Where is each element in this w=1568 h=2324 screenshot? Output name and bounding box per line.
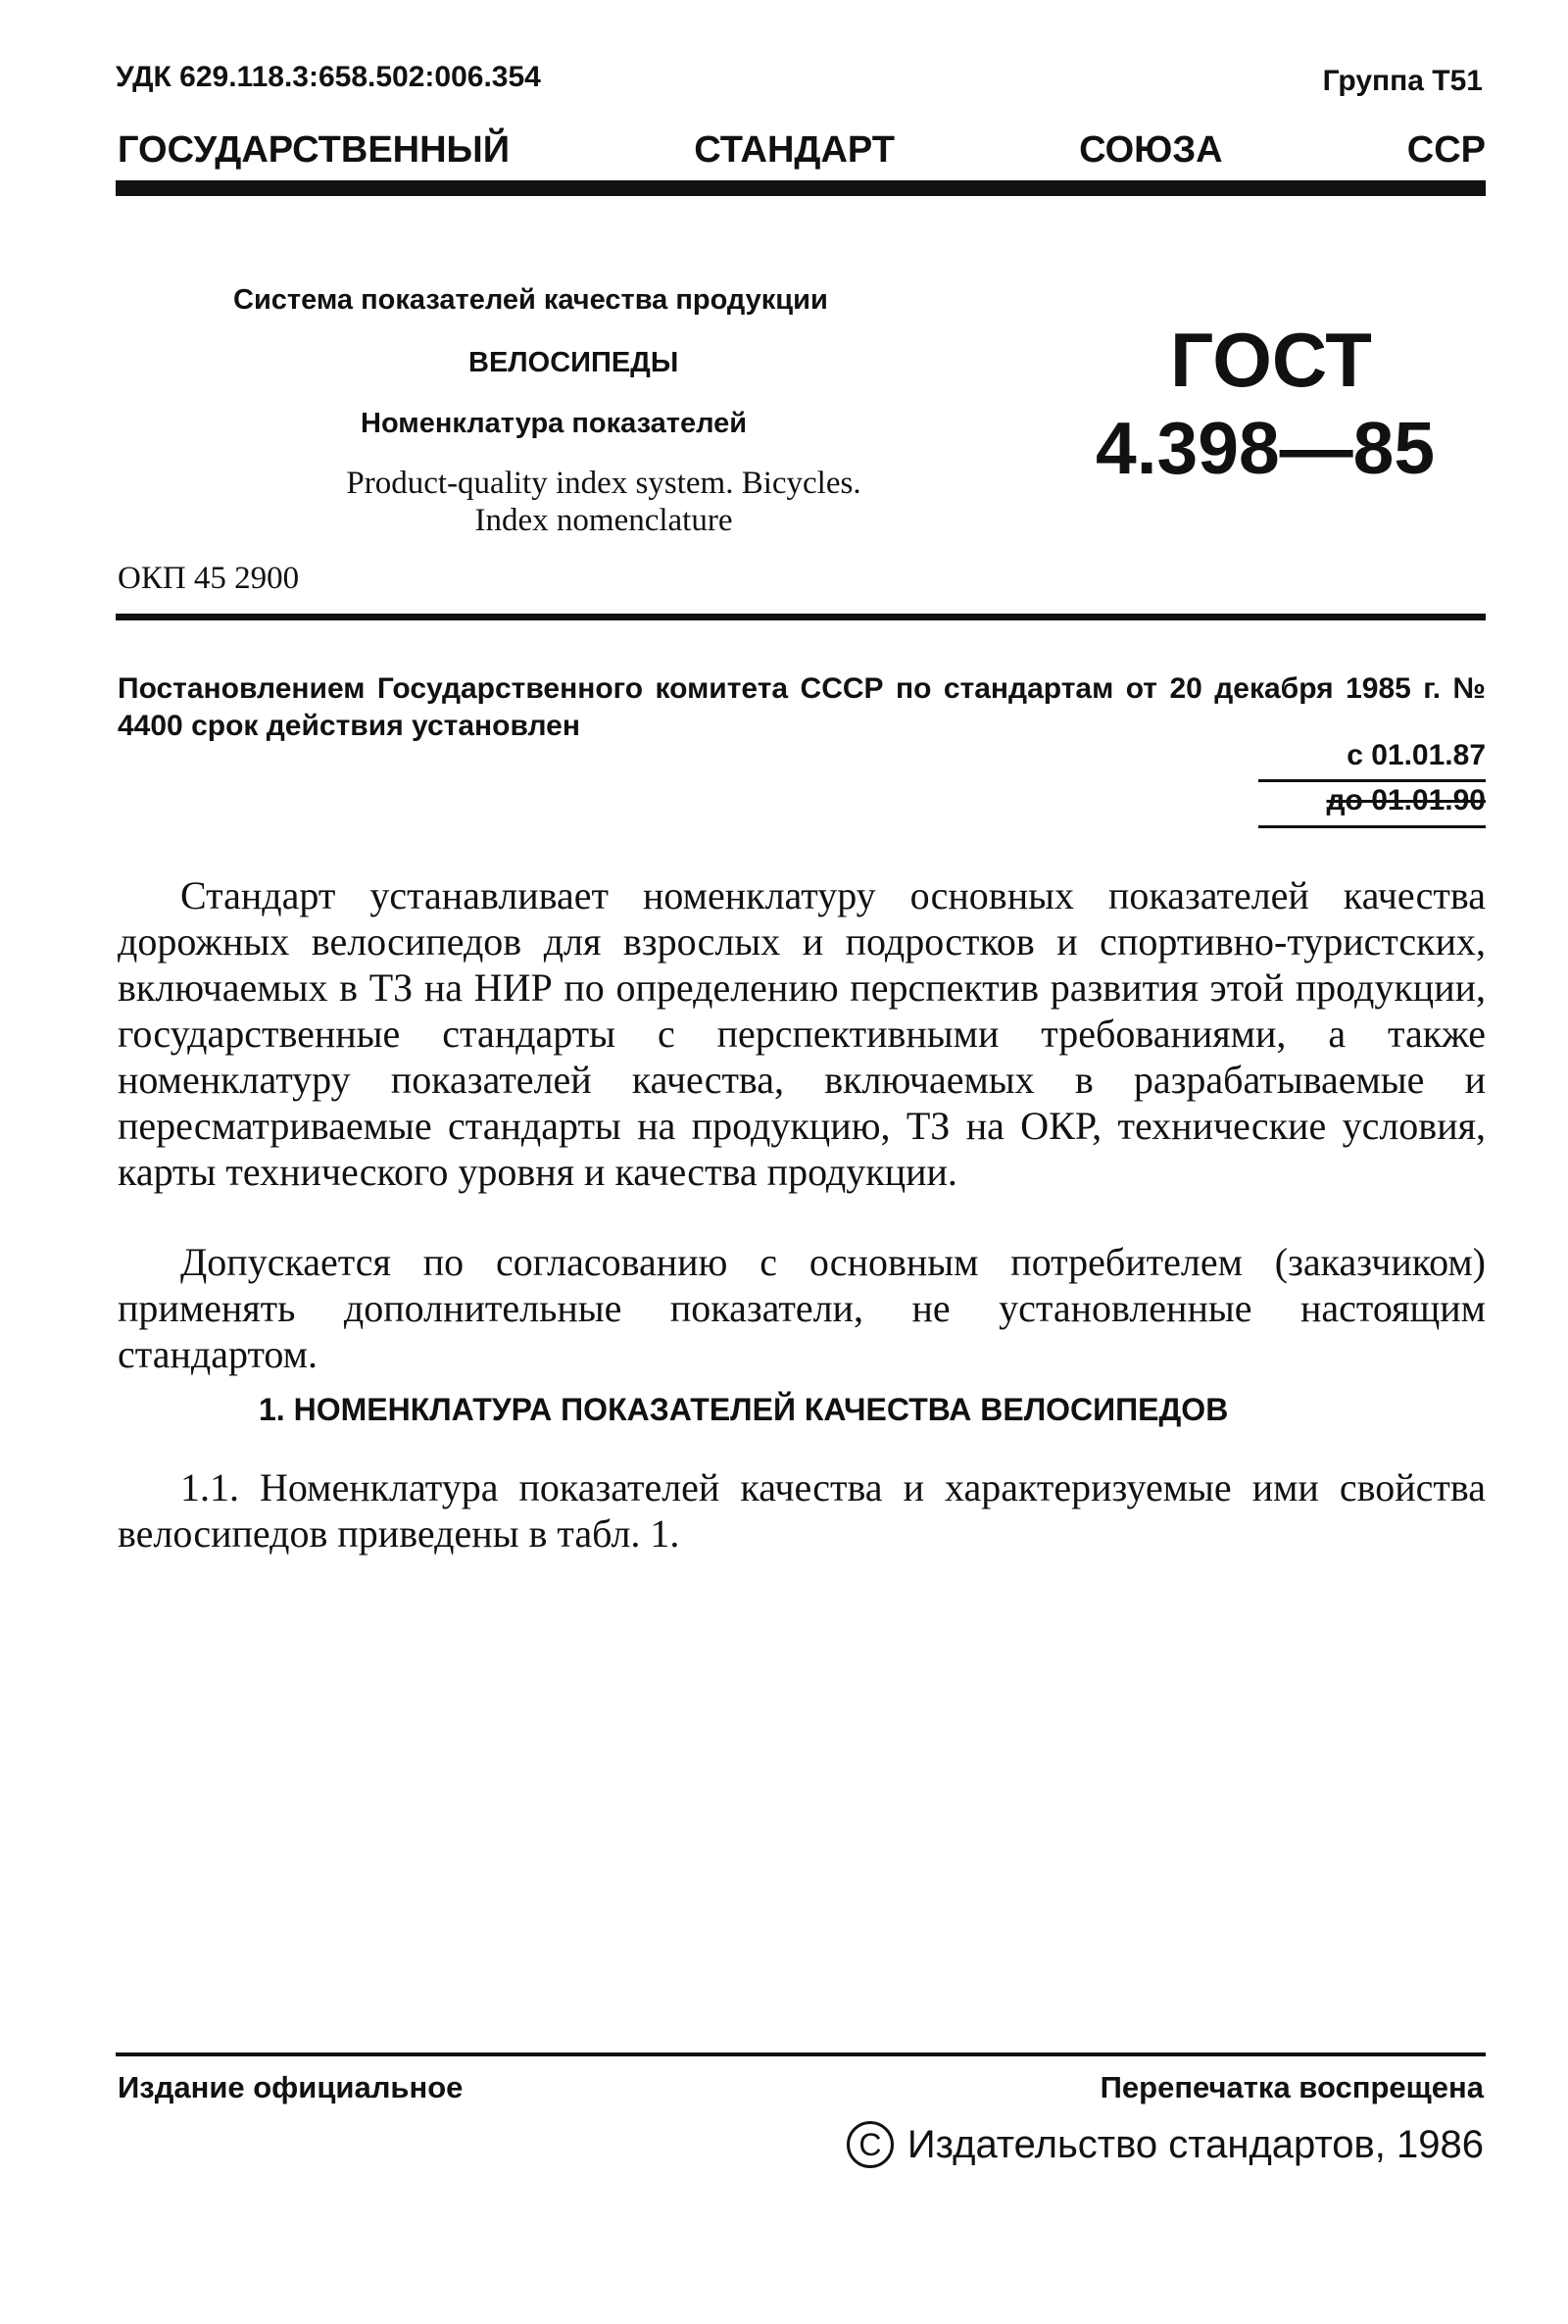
validity-date-to-struck: до 01.01.90 (1326, 784, 1486, 816)
clause-1-1: 1.1. Номенклатура показателей качества и характеризуемые ими свойства велосипедов приведены в табл. 1. (118, 1465, 1486, 1556)
product-title: ВЕЛОСИПЕДЫ (468, 347, 679, 378)
english-title-line-2: Index nomenclature (474, 503, 733, 538)
nomenclature-title: Номенклатура показателей (361, 408, 748, 439)
intro-paragraph-1: Стандарт устанавливает номенклатуру основных показателей качества дорожных велосипедов для взрослых и подростков и спортивно-туристских, включаемых в ТЗ на НИР по определению перспектив развития этой продукции, государственные стандарты с перспективными требованиями, а также номенклатуру показателей качества, включаемых в разрабатываемые и пересматриваемые стандарты на продукцию, ТЗ на ОКР, технические условия, карты технического уровня и качества продукции. (118, 873, 1486, 1194)
group-code: Группа Т51 (1322, 65, 1483, 97)
date-separator-line (1258, 779, 1486, 782)
copyright-text: Издательство стандартов, 1986 (906, 2122, 1484, 2166)
gost-number: 4.398—85 (1096, 407, 1436, 489)
banner-word-2: СТАНДАРТ (694, 129, 895, 171)
copyright-icon: C (847, 2121, 894, 2168)
banner-word-3: СОЮЗА (1079, 129, 1223, 171)
date-underline (1258, 825, 1486, 828)
official-edition-label: Издание официальное (118, 2070, 464, 2104)
udk-code: УДК 629.118.3:658.502:006.354 (116, 61, 541, 93)
state-standard-banner (118, 129, 1486, 172)
intro-paragraph-2: Допускается по согласованию с основным потребителем (заказчиком) применять дополнительные показатели, не установленные настоящим стандартом. (118, 1240, 1486, 1376)
banner-word-4: ССР (1406, 129, 1486, 171)
decree-text: Постановлением Государственного комитета СССР по стандартам от 20 декабря 1985 г. № 4400 срок действия установлен (118, 672, 1486, 742)
system-title: Система показателей качества продукции (233, 284, 828, 316)
middle-rule-divider (116, 614, 1486, 620)
english-title-line-1: Product-quality index system. Bicycles. (346, 466, 861, 501)
bottom-rule-divider (116, 2052, 1486, 2056)
section-heading: 1. НОМЕНКЛАТУРА ПОКАЗАТЕЛЕЙ КАЧЕСТВА ВЕЛОСИПЕДОВ (259, 1392, 1229, 1427)
copyright-line (847, 2121, 1484, 2168)
gost-label: ГОСТ (1170, 317, 1372, 403)
reprint-prohibited-label: Перепечатка воспрещена (1100, 2070, 1484, 2104)
banner-word-1: ГОСУДАРСТВЕННЫЙ (118, 129, 511, 171)
english-title (251, 465, 956, 539)
validity-date-from: с 01.01.87 (1347, 739, 1486, 771)
top-rule-divider (116, 180, 1486, 196)
okp-code: ОКП 45 2900 (118, 561, 300, 596)
